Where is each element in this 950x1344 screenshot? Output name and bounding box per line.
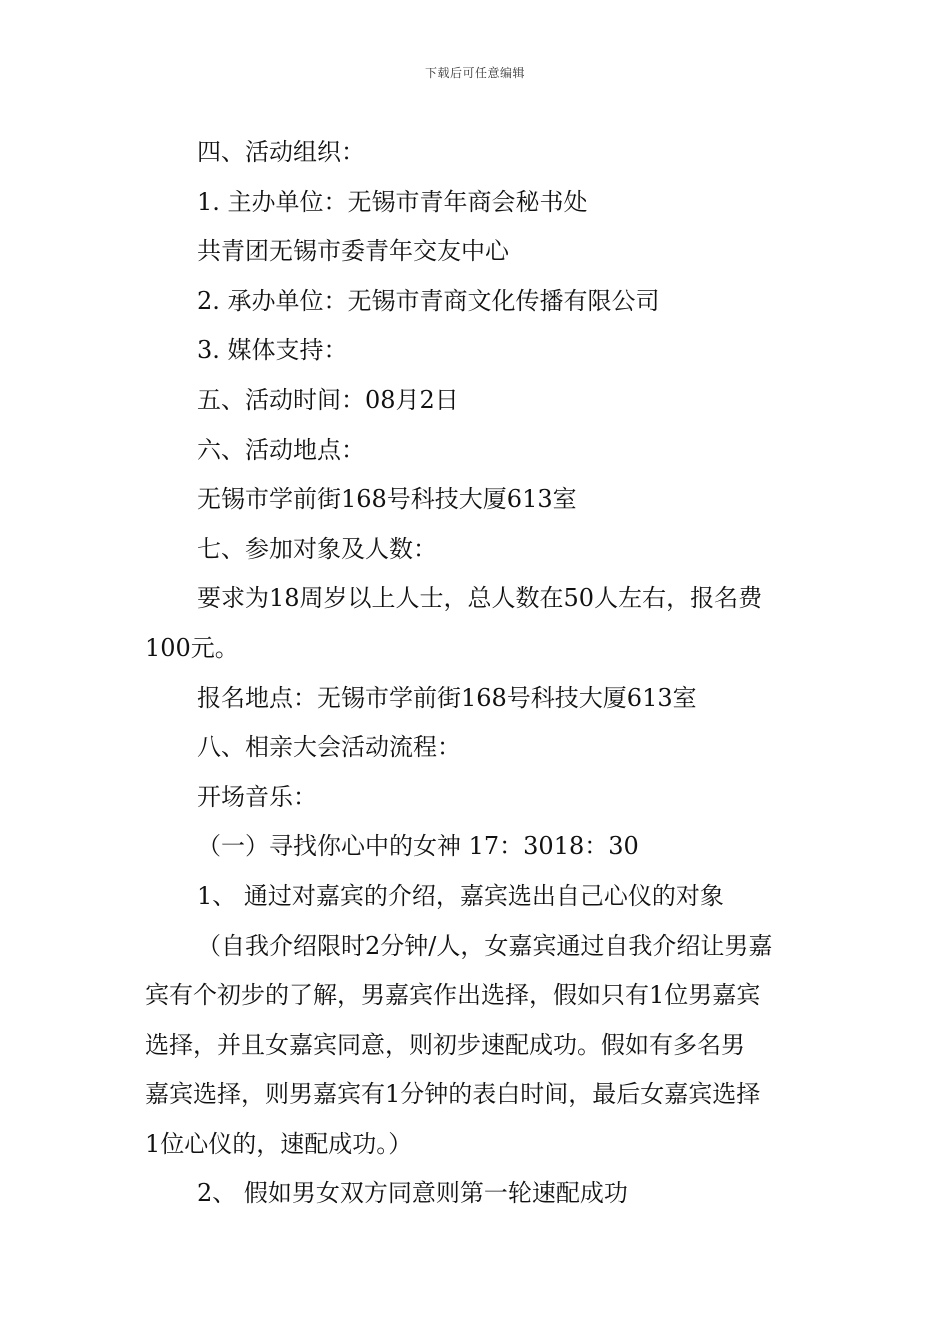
media-support-line: 3. 媒体支持：: [197, 336, 348, 365]
undertaker-line: 2. 承办单位：无锡市青商文化传播有限公司: [197, 286, 660, 315]
document-body: [145, 128, 810, 1219]
section-heading-organization: 四、活动组织：: [197, 138, 365, 166]
page-header: 下载后可任意编辑: [424, 66, 525, 80]
step-one-detail-line-4: 嘉宾选择，则男嘉宾有1分钟的表白时间，最后女嘉宾选择: [145, 1080, 761, 1109]
step-one-detail-line-1: （自我介绍限时2分钟/人，女嘉宾通过自我介绍让男嘉: [197, 931, 773, 960]
co-organizer-line: 共青团无锡市委青年交友中心: [197, 237, 509, 266]
organizer-line: 1. 主办单位：无锡市青年商会秘书处: [197, 187, 588, 216]
opening-music: 开场音乐：: [197, 782, 317, 811]
step-one-detail-line-5: 1位心仪的，速配成功。）: [145, 1129, 413, 1158]
registration-address: 报名地点：无锡市学前街168号科技大厦613室: [197, 683, 697, 712]
section-heading-location: 六、活动地点：: [197, 435, 365, 464]
step-one-detail-line-3: 选择，并且女嘉宾同意，则初步速配成功。假如有多名男: [145, 1030, 745, 1059]
step-one-item-1: 1、 通过对嘉宾的介绍，嘉宾选出自己心仪的对象: [197, 881, 724, 910]
participants-fee: 100元。: [145, 633, 239, 662]
section-heading-time: 五、活动时间：08月2日: [197, 385, 459, 414]
step-one-detail-line-2: 宾有个初步的了解，男嘉宾作出选择，假如只有1位男嘉宾: [145, 981, 761, 1010]
section-heading-participants: 七、参加对象及人数：: [197, 534, 437, 563]
participants-requirement: 要求为18周岁以上人士，总人数在50人左右，报名费: [197, 584, 763, 613]
section-heading-process: 八、相亲大会活动流程：: [197, 733, 461, 762]
step-one-item-2: 2、 假如男女双方同意则第一轮速配成功: [197, 1179, 628, 1208]
step-one-heading: （一）寻找你心中的女神 17：3018：30: [197, 832, 639, 861]
location-address: 无锡市学前街168号科技大厦613室: [197, 485, 577, 514]
